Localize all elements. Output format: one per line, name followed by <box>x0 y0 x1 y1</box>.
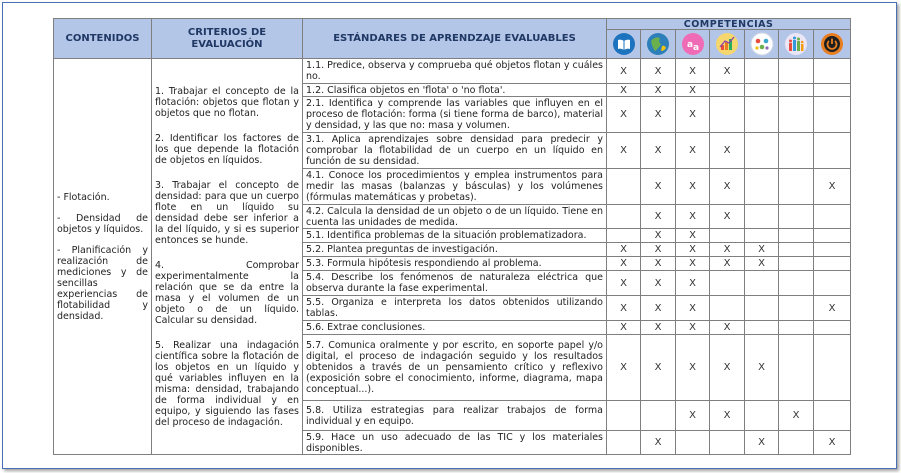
competencia-mark: X <box>607 84 641 97</box>
competencia-mark <box>779 205 814 229</box>
competencia-mark: X <box>814 296 851 321</box>
standard-text: 2.1. Identifica y comprende las variables que influyen en el proceso de flotación: forma (si tiene forma de barco), material y densidad, y las que no: masa y volumen. <box>303 97 607 133</box>
standard-text: 5.4. Describe los fenómenos de naturaleza eléctrica que observa durante la fase experimental. <box>303 271 607 296</box>
competencia-mark: X <box>710 205 745 229</box>
competencia-mark <box>745 321 779 335</box>
competencia-mark <box>745 271 779 296</box>
competencia-mark <box>814 335 851 401</box>
competencia-mark: X <box>710 321 745 335</box>
competencia-mark <box>814 401 851 431</box>
competencia-mark: X <box>814 431 851 455</box>
competencia-mark: X <box>676 84 710 97</box>
competencia-mark <box>779 59 814 84</box>
competencia-mark: X <box>641 84 676 97</box>
header-contenidos: CONTENIDOS <box>54 19 152 59</box>
competencia-mark <box>607 229 641 243</box>
header-criterios: CRITERIOS DE EVALUACIÓN <box>152 19 303 59</box>
book-icon <box>612 32 636 56</box>
competencia-mark: X <box>607 59 641 84</box>
table-row <box>54 59 851 84</box>
competencia-mark: X <box>676 321 710 335</box>
competencia-mark: X <box>676 97 710 133</box>
competencia-mark <box>745 401 779 431</box>
competencia-mark: X <box>641 169 676 205</box>
globe-icon <box>646 32 670 56</box>
competencia-mark <box>745 296 779 321</box>
competencia-mark <box>745 133 779 169</box>
competencia-mark <box>779 229 814 243</box>
standard-text: 5.1. Identifica problemas de la situación problematizadora. <box>303 229 607 243</box>
competencia-mark <box>607 169 641 205</box>
competencia-mark: X <box>607 296 641 321</box>
criterio-item: 4. Comprobar experimentalmente la relación que se da entre la masa y el volumen de un objeto o de un líquido. Calcular su densidad. <box>155 259 299 326</box>
criterio-item: 2. Identificar los factores de los que depende la flotación de objetos en líquidos. <box>155 132 299 166</box>
competencia-mark: X <box>676 205 710 229</box>
competencia-mark: X <box>710 401 745 431</box>
competencia-mark: X <box>641 97 676 133</box>
competencia-mark: X <box>676 243 710 257</box>
competencia-mark: X <box>607 97 641 133</box>
competencia-mark <box>607 205 641 229</box>
competencia-mark: X <box>607 133 641 169</box>
competencia-mark: X <box>676 169 710 205</box>
competencia-mark: X <box>779 401 814 431</box>
header-competencias: COMPETENCIAS <box>607 19 851 30</box>
crowd-icon <box>784 32 808 56</box>
competencia-mark <box>779 243 814 257</box>
criterios-cell <box>152 59 303 455</box>
competencia-mark: X <box>641 243 676 257</box>
competencia-mark: X <box>676 257 710 271</box>
competencia-mark: X <box>676 401 710 431</box>
criterio-item: 5. Realizar una indagación científica sobre la flotación de los objetos en un líquido y qué variables influyen en la misma: densidad, trabajando de forma individual y en equipo, y siguiendo las fases del proceso de indagación. <box>155 339 299 428</box>
competencia-mark <box>710 296 745 321</box>
competencia-mark: X <box>745 335 779 401</box>
contenido-item: - Planificación y realización de mediciones y de sencillas experiencias de flotabilidad y densidad. <box>57 244 148 322</box>
competencia-mark <box>745 84 779 97</box>
competencia-7 <box>814 30 851 59</box>
competencia-mark <box>779 296 814 321</box>
competencia-mark <box>710 271 745 296</box>
competencia-mark: X <box>641 321 676 335</box>
competencia-mark: X <box>676 229 710 243</box>
competencia-mark: X <box>745 257 779 271</box>
people-icon <box>750 32 774 56</box>
competencia-mark <box>779 169 814 205</box>
competencia-mark: X <box>676 296 710 321</box>
header-estandares: ESTÁNDARES DE APRENDZAJE EVALUABLES <box>303 19 607 59</box>
competencia-mark: X <box>641 257 676 271</box>
svg-text:a: a <box>686 40 693 50</box>
contenido-item: - Densidad de objetos y líquidos. <box>57 212 148 235</box>
power-icon <box>820 32 844 56</box>
competencia-mark: X <box>641 431 676 455</box>
competencia-mark <box>814 229 851 243</box>
competencia-mark: X <box>641 205 676 229</box>
standard-text: 5.5. Organiza e interpreta los datos obtenidos utilizando tablas. <box>303 296 607 321</box>
standard-text: 1.1. Predice, observa y comprueba qué objetos flotan y cuáles no. <box>303 59 607 84</box>
competencia-mark: X <box>745 243 779 257</box>
contenidos-cell <box>54 59 152 455</box>
criterio-item: 3. Trabajar el concepto de densidad: para que un cuerpo flote en un líquido su densidad debe ser inferior a la del líquido, y si es superior entonces se hunde. <box>155 179 299 246</box>
competencia-mark <box>710 229 745 243</box>
competencia-mark: X <box>710 169 745 205</box>
standard-text: 3.1. Aplica aprendizajes sobre densidad para predecir y comprobar la flotabilidad de un cuerpo en un líquido en función de su densidad. <box>303 133 607 169</box>
competencia-6 <box>779 30 814 59</box>
competencia-mark: X <box>676 59 710 84</box>
competencia-mark: X <box>676 271 710 296</box>
competencia-mark: X <box>607 335 641 401</box>
competencia-5 <box>745 30 779 59</box>
standard-text: 5.6. Extrae conclusiones. <box>303 321 607 335</box>
competencia-mark <box>607 431 641 455</box>
competencia-mark: X <box>607 243 641 257</box>
competencia-mark <box>814 133 851 169</box>
competencia-mark <box>814 257 851 271</box>
competencia-mark <box>779 84 814 97</box>
svg-text:a: a <box>692 43 699 53</box>
competencia-mark <box>745 229 779 243</box>
competencia-mark: X <box>745 431 779 455</box>
standard-text: 4.2. Calcula la densidad de un objeto o de un líquido. Tiene en cuenta las unidades de medida. <box>303 205 607 229</box>
competencia-mark <box>779 431 814 455</box>
competencia-3 <box>676 30 710 59</box>
standard-text: 5.2. Plantea preguntas de investigación. <box>303 243 607 257</box>
competencia-mark: X <box>676 335 710 401</box>
chart-icon <box>715 32 739 56</box>
competencia-mark: X <box>710 59 745 84</box>
document-frame <box>2 2 897 469</box>
criterio-item: 1. Trabajar el concepto de la flotación: objetos que flotan y objetos que no flotan. <box>155 85 299 119</box>
competencia-mark <box>814 271 851 296</box>
competencia-mark <box>814 205 851 229</box>
competencia-mark <box>814 243 851 257</box>
competencia-mark <box>745 97 779 133</box>
competencia-mark <box>779 97 814 133</box>
letters-icon <box>681 32 705 56</box>
competencia-mark <box>710 97 745 133</box>
competencia-mark: X <box>641 271 676 296</box>
competencia-mark: X <box>641 335 676 401</box>
curriculum-table <box>53 18 851 455</box>
competencia-mark <box>607 401 641 431</box>
competencia-4 <box>710 30 745 59</box>
competencia-mark: X <box>676 133 710 169</box>
standard-text: 5.8. Utiliza estrategias para realizar trabajos de forma individual y en equipo. <box>303 401 607 431</box>
competencia-mark <box>676 431 710 455</box>
competencia-mark: X <box>607 321 641 335</box>
competencia-mark <box>814 97 851 133</box>
competencia-mark <box>814 84 851 97</box>
standard-text: 5.9. Hace un uso adecuado de las TIC y los materiales disponibles. <box>303 431 607 455</box>
competencia-mark <box>779 335 814 401</box>
competencia-mark <box>745 205 779 229</box>
competencia-mark <box>779 133 814 169</box>
competencia-mark: X <box>641 59 676 84</box>
competencia-mark: X <box>607 257 641 271</box>
competencia-1 <box>607 30 641 59</box>
competencia-mark <box>814 59 851 84</box>
competencia-mark <box>745 169 779 205</box>
competencia-mark <box>641 401 676 431</box>
standard-text: 1.2. Clasifica objetos en 'flota' o 'no flota'. <box>303 84 607 97</box>
competencia-mark: X <box>710 243 745 257</box>
standard-text: 4.1. Conoce los procedimientos y emplea instrumentos para medir las masas (balanzas y básculas) y los volúmenes (fórmulas matemáticas y probetas). <box>303 169 607 205</box>
competencia-2 <box>641 30 676 59</box>
competencia-mark: X <box>641 296 676 321</box>
competencia-mark <box>710 431 745 455</box>
competencia-mark: X <box>814 169 851 205</box>
competencia-mark <box>779 257 814 271</box>
competencia-mark: X <box>607 271 641 296</box>
competencia-mark <box>814 321 851 335</box>
competencia-mark <box>745 59 779 84</box>
standard-text: 5.7. Comunica oralmente y por escrito, en soporte papel y/o digital, el proceso de indagación seguido y los resultados obtenidos a través de un pensamiento crítico y reflexivo (exposición sobre el conocimiento, informe, diagrama, mapa conceptual...). <box>303 335 607 401</box>
contenido-item: - Flotación. <box>57 191 110 203</box>
competencia-mark: X <box>710 257 745 271</box>
standards-body <box>54 59 851 455</box>
competencia-mark: X <box>641 133 676 169</box>
competencia-mark: X <box>710 133 745 169</box>
standard-text: 5.3. Formula hipótesis respondiendo al problema. <box>303 257 607 271</box>
competencia-mark <box>779 271 814 296</box>
competencia-mark <box>710 84 745 97</box>
competencia-mark <box>779 321 814 335</box>
competencia-mark: X <box>710 335 745 401</box>
competencia-mark: X <box>641 229 676 243</box>
